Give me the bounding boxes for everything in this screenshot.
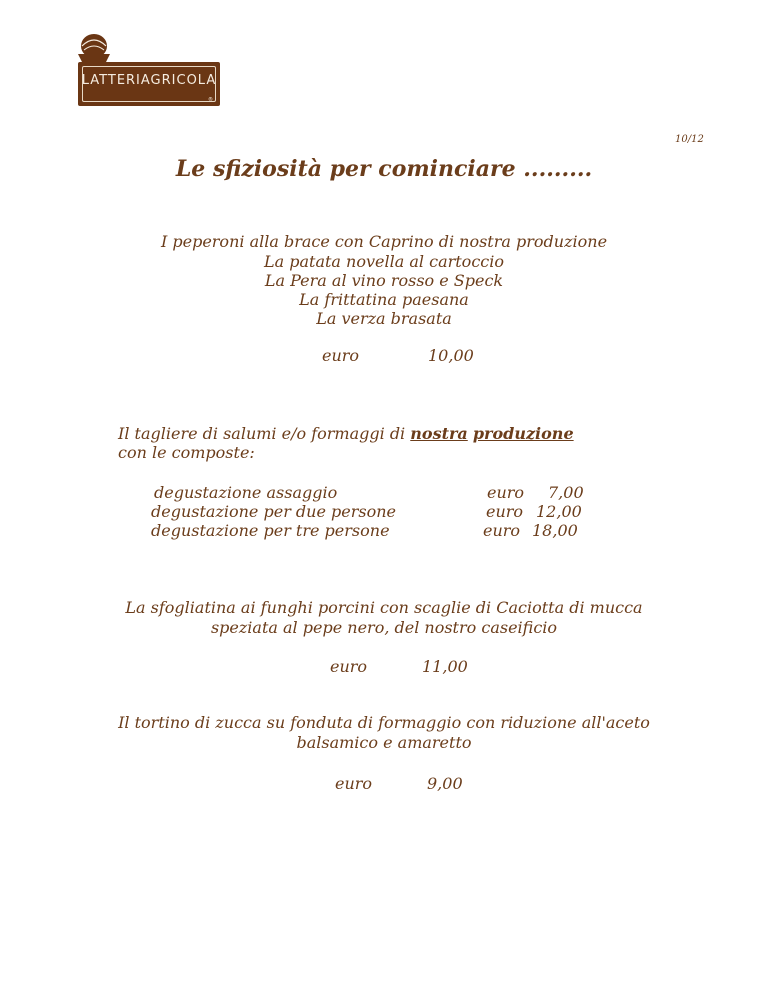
price-value: 10,00 (428, 346, 474, 365)
menu-item: I peperoni alla brace con Caprino di nostra produzione (160, 232, 608, 251)
menu-item: Il tortino di zucca su fonduta di formaggio con riduzione all'aceto (118, 713, 650, 732)
tasting-currency: euro (483, 521, 521, 540)
logo-text: LATTERIAGRICOLA (81, 73, 217, 88)
platter-subtitle: con le composte: (118, 443, 255, 462)
tasting-currency: euro (486, 502, 524, 521)
menu-item: La verza brasata (316, 309, 452, 328)
menu-item: La Pera al vino rosso e Speck (264, 271, 504, 290)
logo-registered-mark: ® (208, 97, 213, 103)
menu-item: La sfogliatina ai funghi porcini con scaglie di Caciotta di mucca (125, 598, 643, 617)
page-number: 10/12 (675, 134, 704, 145)
price-currency: euro (335, 774, 373, 793)
logo (78, 62, 220, 106)
tasting-currency: euro (487, 483, 525, 502)
price-value: 11,00 (422, 657, 468, 676)
tasting-label: degustazione per due persone (151, 502, 396, 521)
price-value: 9,00 (427, 774, 463, 793)
tasting-price: 18,00 (532, 521, 578, 540)
platter-title-underlined-2: produzione (472, 424, 574, 443)
menu-item: balsamico e amaretto (296, 733, 472, 752)
page-title: Le sfiziosità per cominciare ......... (175, 156, 593, 182)
tasting-price: 7,00 (548, 483, 584, 502)
price-currency: euro (322, 346, 360, 365)
menu-item: La frittatina paesana (299, 290, 469, 309)
platter-title (118, 424, 574, 443)
platter-title-prefix: Il tagliere di salumi e/o formaggi di (118, 424, 411, 443)
tasting-label: degustazione per tre persone (151, 521, 390, 540)
tasting-price: 12,00 (536, 502, 582, 521)
tasting-label: degustazione assaggio (154, 483, 338, 502)
menu-item: speziata al pepe nero, del nostro caseificio (210, 618, 558, 637)
platter-title-underlined-1: nostra (410, 424, 468, 443)
price-currency: euro (330, 657, 368, 676)
menu-item: La patata novella al cartoccio (264, 252, 504, 271)
